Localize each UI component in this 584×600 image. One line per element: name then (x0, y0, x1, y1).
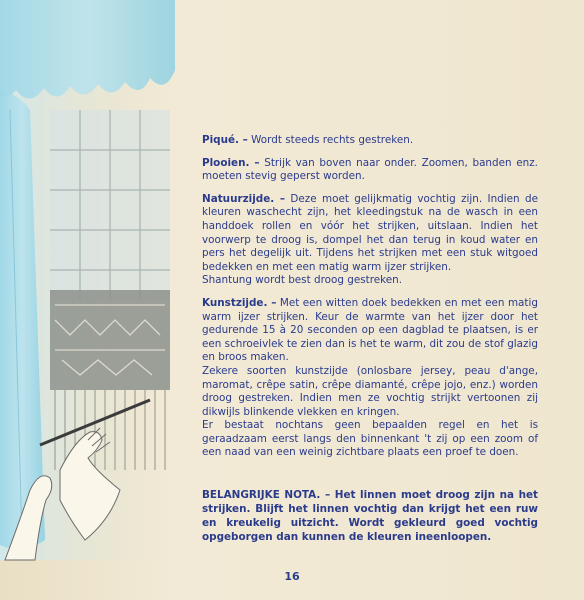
paragraph-body: Wordt steeds rechts gestreken. (247, 134, 414, 146)
paragraph-extra: Shantung wordt best droog gestreken. (202, 274, 403, 287)
important-note: BELANGRIJKE NOTA. – Het linnen moet droog zijn na het strijken. Blijft het linnen vochtig dan krijgt het een ruw en kreukelig uitzicht. Wordt gekleurd goed vochtig opgeborgen dan kunnen de kleuren ineenloopen. (202, 489, 538, 544)
paragraph-kunstzijde (202, 297, 538, 460)
paragraph-heading: Plooien. – (202, 156, 260, 169)
paragraph-body: Deze moet gelijkmatig vochtig zijn. Indien de kleuren waschecht zijn, het kleedingstuk na de wasch in een handdoek rollen en vóór het strijken, uitslaan. Indien het voorwerp te droog is, dompel het dan terug in koud water en pers het degelijk uit. Tijdens het strijken met een stuk witgoed bedekken en met een matig warm ijzer strijken. (202, 192, 538, 273)
paragraph-heading: Kunstzijde. – (202, 296, 277, 309)
paragraph-body: Met een witten doek bedekken en met een matig warm ijzer strijken. Keur de warmte van het ijzer door het gedurende 15 à 20 seconden op een dagblad te plaatsen, is er een schroeivlek te zien dan is het te warm, dit zou de stof glazig en broos maken. (202, 296, 538, 364)
paragraph-heading: Natuurzijde. – (202, 192, 286, 205)
paragraph-body: Strijk van boven naar onder. Zoomen, banden enz. moeten stevig geperst worden. (202, 156, 538, 183)
paragraph-extra-2: Er bestaat nochtans geen bepaalden regel en het is geraadzaam eerst langs den binnenkant 't zij op een zoom of een naad van een weinig zichtbare plaats een proef te doen. (202, 419, 538, 459)
paragraph-heading: Piqué. – (202, 134, 248, 146)
page-number: 16 (284, 570, 300, 583)
paragraph-plooien (202, 157, 538, 184)
paragraph-extra: Zekere soorten kunstzijde (onlosbare jersey, peau d'ange, maromat, crêpe satin, crêpe diamanté, crêpe jojo, enz.) worden droog gestreken. Indien men ze vochtig strijkt vertoonen zij dikwijls blinkende vlekken en kringen. (202, 364, 538, 418)
article-text (202, 134, 538, 554)
paragraph-natuurzijde (202, 193, 538, 288)
paragraph-pique (202, 134, 538, 148)
curtain-illustration (0, 0, 185, 600)
